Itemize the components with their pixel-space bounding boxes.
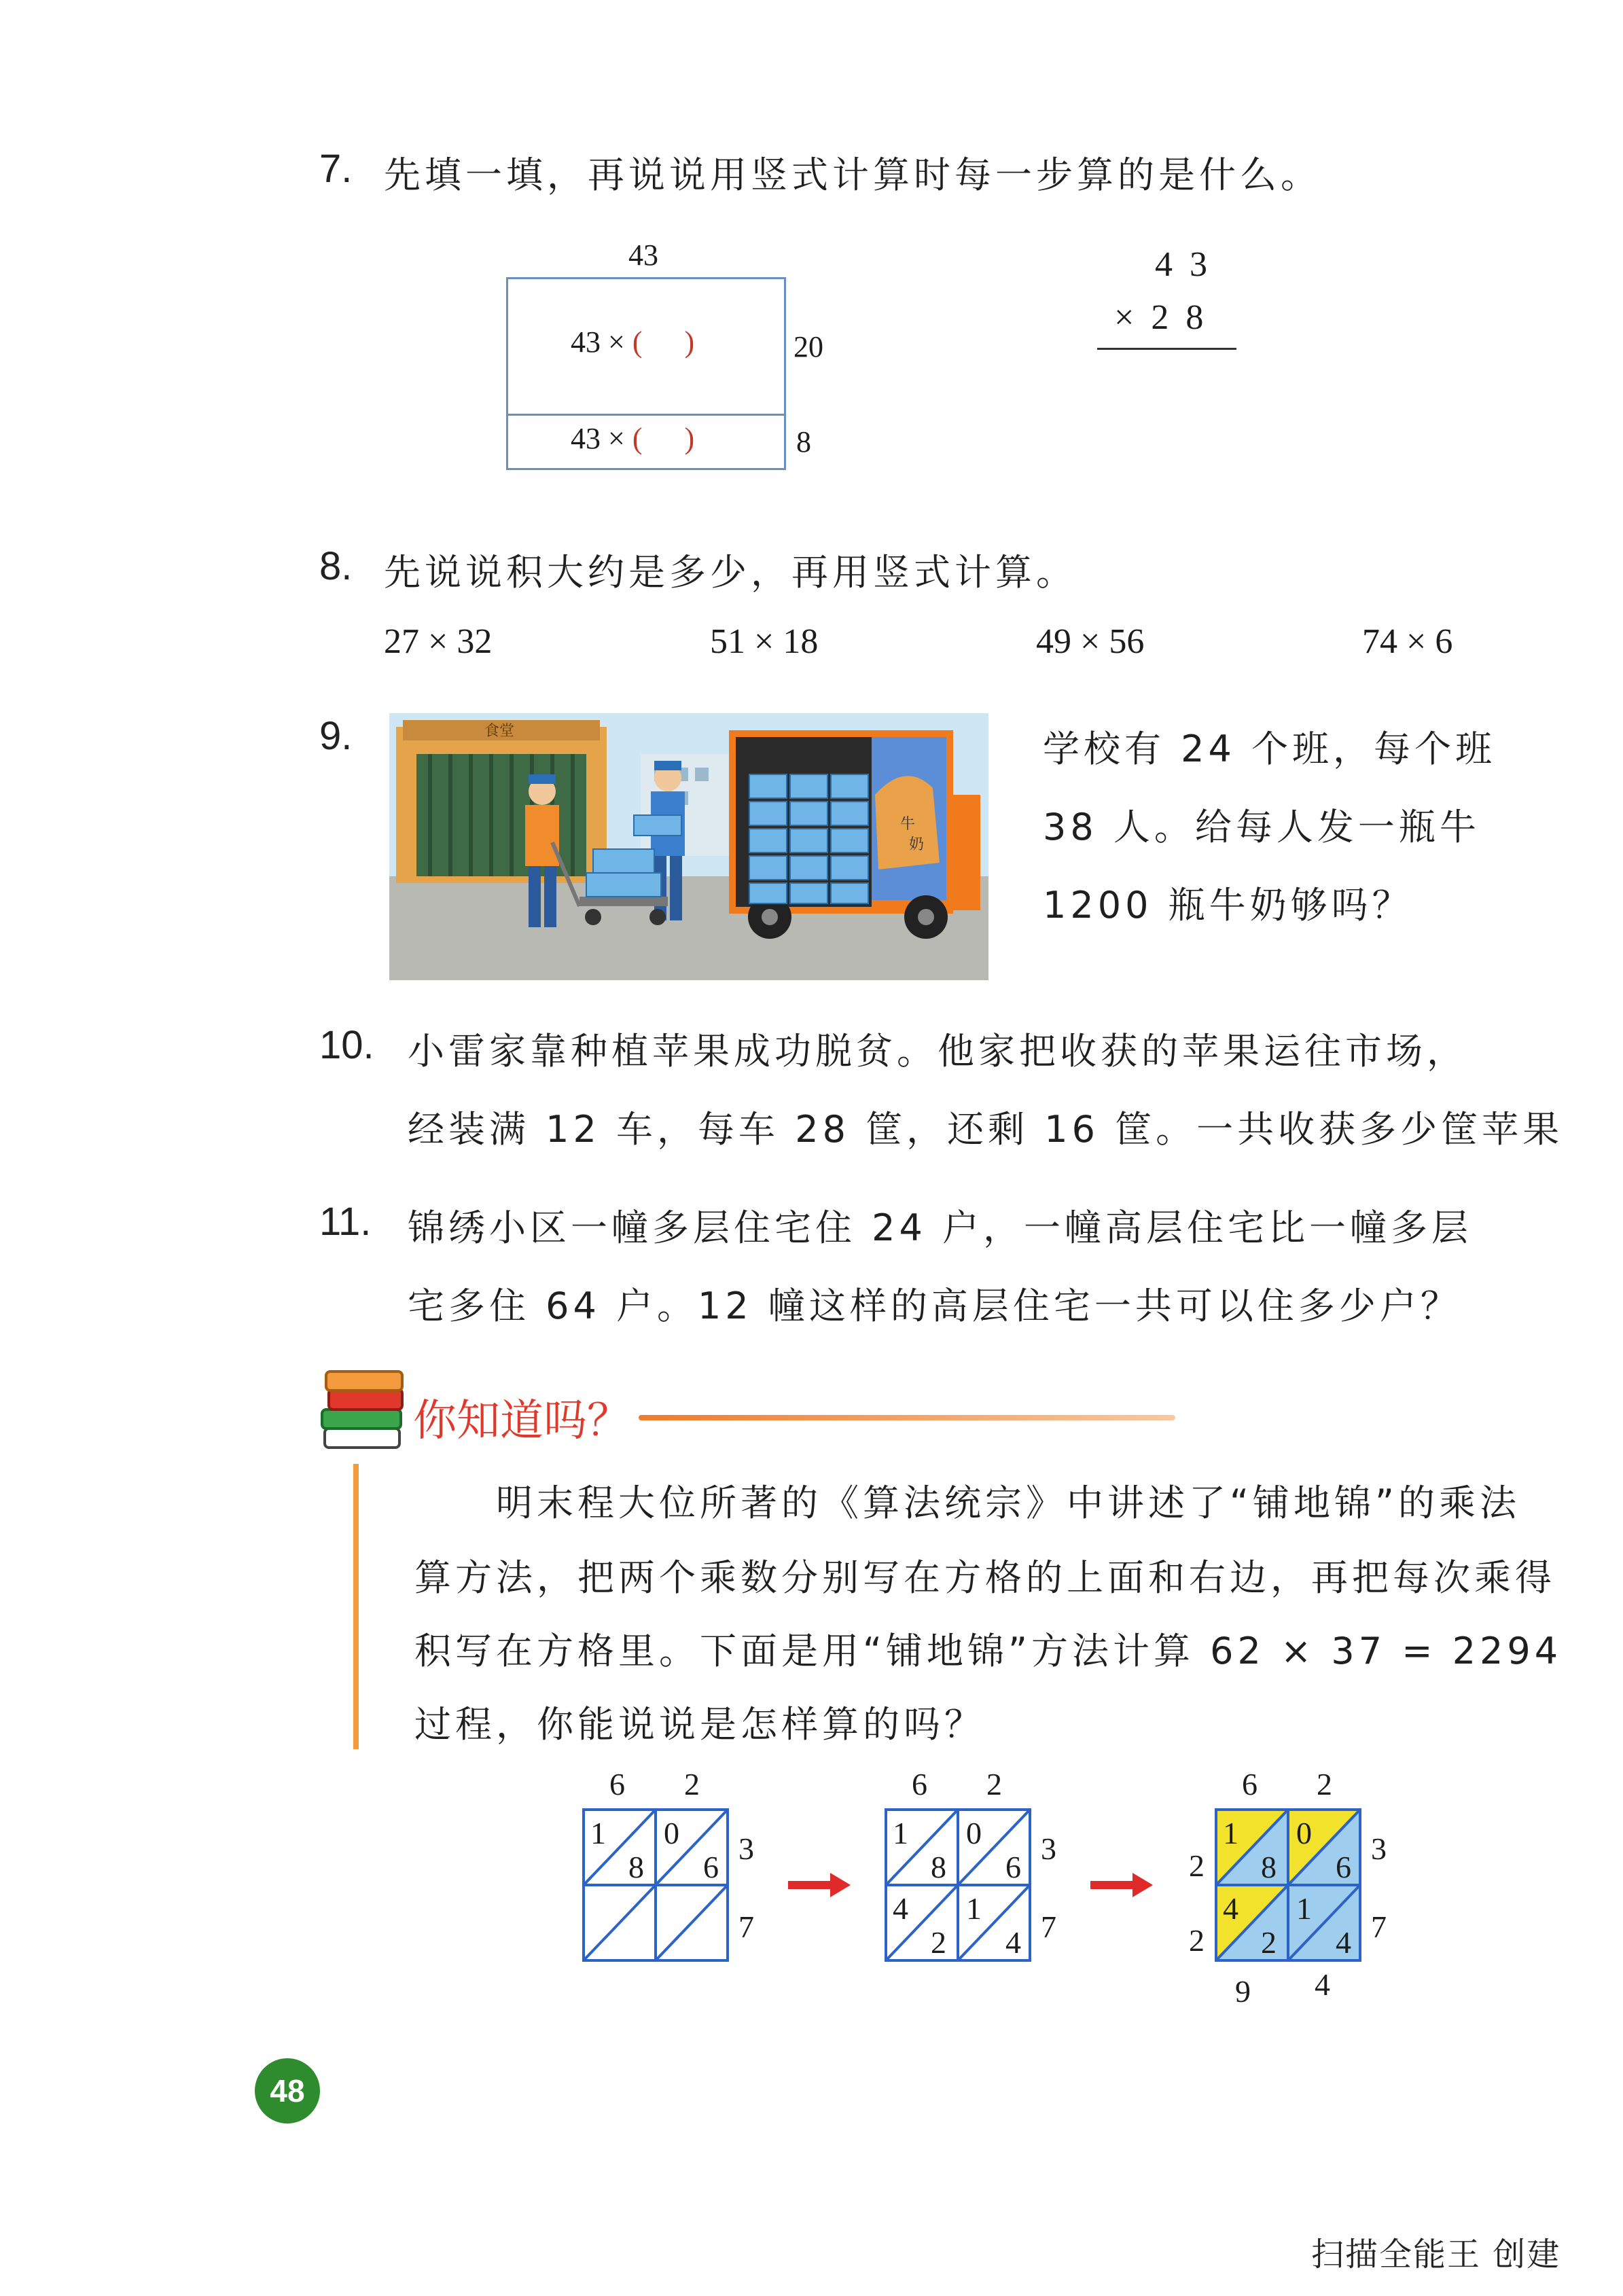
q7-row2-paren-close: ) [684, 422, 695, 455]
q7-vertical-underline [1097, 348, 1236, 350]
q8-expr-3: 49 × 56 [1036, 622, 1145, 661]
lattice3-right-7: 7 [1371, 1909, 1387, 1944]
q9-line-3: 1200 瓶牛奶够吗？ [1043, 884, 1413, 927]
lattice3-cell-6: 6 [1336, 1850, 1351, 1884]
lattice3-top-2: 2 [1317, 1767, 1332, 1801]
lattice2-cell-1: 1 [893, 1816, 908, 1850]
q10-number: 10. [319, 1023, 374, 1067]
q7-row1-expr: 43 × [571, 325, 625, 359]
lattice3-bottom-9: 9 [1235, 1974, 1251, 2009]
lattice2-top-2: 2 [986, 1767, 1002, 1801]
q9-line-1: 学校有 24 个班，每个班 [1043, 728, 1497, 770]
q11-number: 11. [319, 1200, 372, 1244]
lattice1-cell-0: 0 [664, 1816, 679, 1850]
lattice2-cell-0: 0 [966, 1816, 982, 1850]
lattice2-cell-8: 8 [931, 1850, 946, 1884]
canteen-sign: 食堂 [484, 723, 515, 740]
lattice2-top-6: 6 [912, 1767, 927, 1801]
q7-row1-paren-close: ) [684, 325, 695, 359]
q7-right-label-8: 8 [796, 425, 811, 459]
q11-line-1: 锦绣小区一幢多层住宅住 24 户，一幢高层住宅比一幢多层 [408, 1206, 1473, 1249]
lattice3-left-2b: 2 [1189, 1923, 1205, 1958]
milk-delivery-illustration [389, 713, 988, 980]
right-arrow-icon-2 [1090, 1871, 1155, 1901]
q9-illustration [389, 713, 988, 980]
lattice-step-3 [1189, 1766, 1406, 2031]
q8-number: 8. [319, 544, 353, 588]
q7-rect-divider [508, 414, 784, 416]
lattice1-top-2: 2 [684, 1767, 700, 1801]
lattice-step-1 [581, 1766, 757, 1984]
books-icon [319, 1369, 408, 1463]
lattice3-cell-1: 1 [1223, 1816, 1238, 1850]
q8-expr-4: 74 × 6 [1362, 622, 1453, 661]
lattice2-right-7: 7 [1041, 1909, 1056, 1944]
q7-vertical-line1: 4 3 [1155, 245, 1211, 284]
q7-right-label-20: 20 [793, 330, 823, 363]
lattice1-right-3: 3 [738, 1831, 754, 1866]
q7-row1-paren-open: ( [632, 325, 643, 359]
lattice3-cell-2: 2 [1261, 1925, 1277, 1960]
lattice3-bottom-4: 4 [1315, 1967, 1330, 2002]
truck-label-2: 奶 [909, 836, 925, 853]
lattice1-cell-6: 6 [703, 1850, 719, 1884]
knowledge-side-bar [353, 1464, 359, 1749]
q10-line-2: 经装满 12 车，每车 28 筐，还剩 16 筐。一共收获多少筐苹果 [408, 1108, 1564, 1151]
lattice3-right-3: 3 [1371, 1831, 1387, 1866]
q7-rect-top-label: 43 [628, 238, 658, 272]
q8-text: 先说说积大约是多少，再用竖式计算。 [384, 551, 1077, 594]
lattice3-top-6: 6 [1242, 1767, 1258, 1801]
lattice3-cell-8: 8 [1261, 1850, 1277, 1884]
scanner-watermark: 扫描全能王 创建 [1311, 2236, 1561, 2274]
knowledge-line-4: 过程，你能说说是怎样算的吗？ [414, 1703, 985, 1746]
q7-row2-expr: 43 × [571, 422, 625, 455]
q7-row1 [571, 325, 694, 359]
knowledge-line-1: 明末程大位所著的《算法统宗》中讲述了“铺地锦”的乘法 [496, 1482, 1520, 1524]
q7-row2 [571, 421, 694, 456]
lattice-step-2 [883, 1766, 1060, 1984]
lattice2-cell-6: 6 [1005, 1850, 1021, 1884]
truck-label-1: 牛 [900, 816, 916, 833]
q7-number: 7. [319, 147, 353, 191]
lattice2-cell-4: 4 [893, 1891, 908, 1926]
q9-number: 9. [319, 714, 353, 758]
lattice3-cell-4b: 4 [1336, 1925, 1351, 1960]
page-number-badge: 48 [255, 2058, 320, 2123]
knowledge-line-3: 积写在方格里。下面是用“铺地锦”方法计算 62 × 37 = 2294 [414, 1630, 1563, 1672]
lattice1-right-7: 7 [738, 1909, 754, 1944]
lattice1-cell-8: 8 [628, 1850, 644, 1884]
q7-row2-paren-open: ( [632, 422, 643, 455]
lattice3-left-2a: 2 [1189, 1848, 1205, 1883]
lattice2-cell-1b: 1 [966, 1891, 982, 1926]
knowledge-line-2: 算方法，把两个乘数分别写在方格的上面和右边，再把每次乘得 [414, 1556, 1556, 1599]
q10-line-1: 小雷家靠种植苹果成功脱贫。他家把收获的苹果运往市场， [408, 1030, 1467, 1073]
q7-text: 先填一填，再说说用竖式计算时每一步算的是什么。 [384, 154, 1321, 196]
lattice3-cell-4: 4 [1223, 1891, 1238, 1926]
lattice3-cell-1b: 1 [1296, 1891, 1312, 1926]
q8-expr-1: 27 × 32 [384, 622, 493, 661]
lattice1-cell-1: 1 [590, 1816, 606, 1850]
q8-expr-2: 51 × 18 [710, 622, 819, 661]
lattice1-top-6: 6 [609, 1767, 625, 1801]
lattice2-right-3: 3 [1041, 1831, 1056, 1866]
q9-line-2: 38 人。给每人发一瓶牛 [1043, 806, 1480, 848]
lattice3-cell-0: 0 [1296, 1816, 1312, 1850]
knowledge-title: 你知道吗？ [413, 1396, 630, 1445]
knowledge-title-rule [639, 1415, 1175, 1420]
q11-line-2: 宅多住 64 户。12 幢这样的高层住宅一共可以住多少户？ [408, 1285, 1461, 1327]
lattice2-cell-4b: 4 [1005, 1925, 1021, 1960]
lattice2-cell-2: 2 [931, 1925, 946, 1960]
right-arrow-icon-1 [788, 1871, 853, 1901]
q7-vertical-line2: × 2 8 [1114, 298, 1208, 337]
